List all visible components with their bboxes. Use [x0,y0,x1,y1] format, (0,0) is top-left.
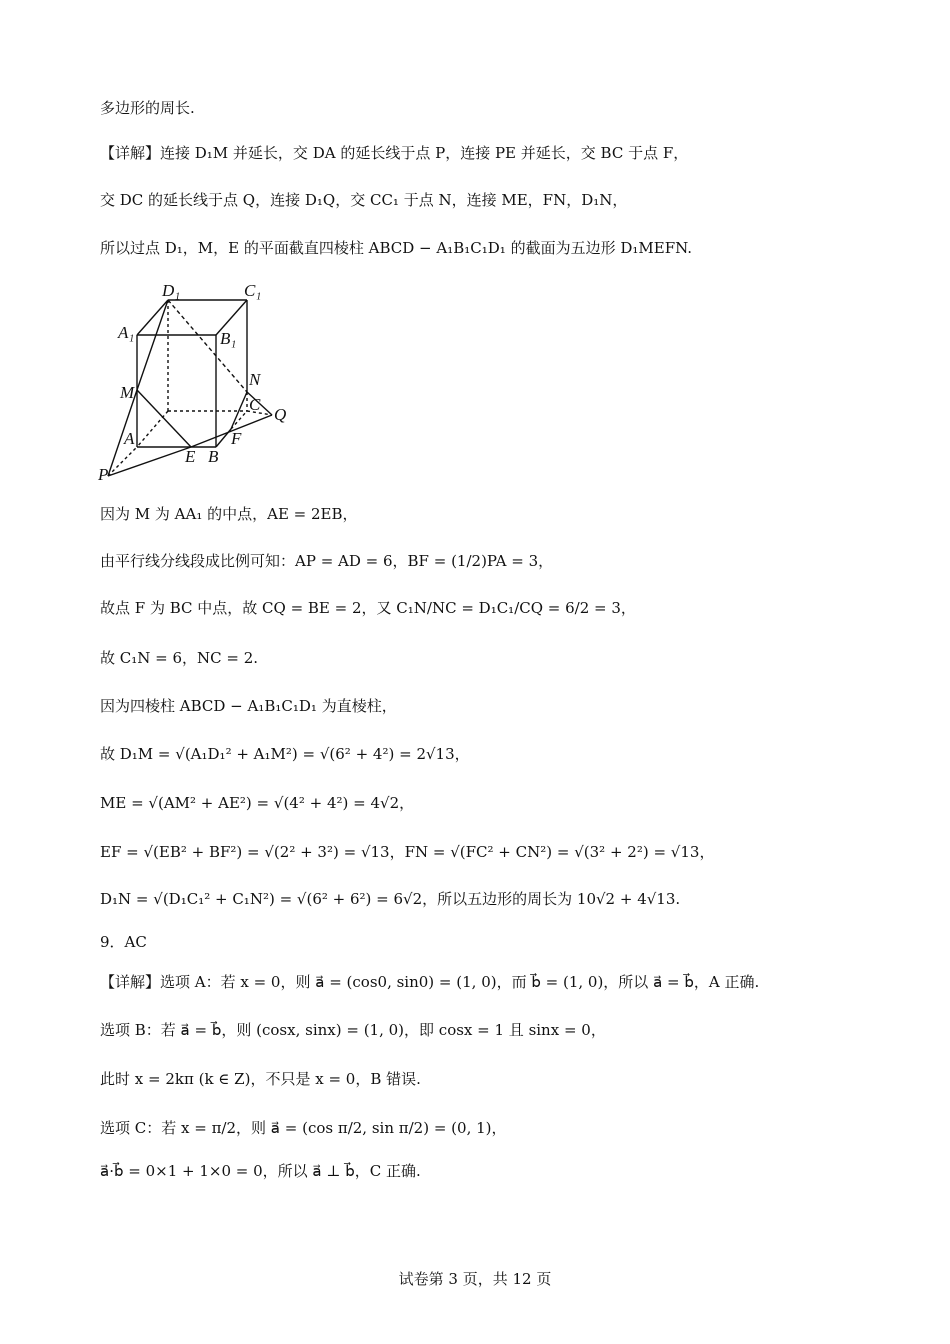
line-pe [108,447,191,476]
label-q: Q [274,405,287,424]
edge-d1a1 [137,300,168,335]
label-a: A [124,429,135,448]
line-me [137,390,191,447]
text-line-5: 因为 M 为 AA₁ 的中点，AE = 2EB， [100,505,358,523]
label-d1: D₁ [162,281,181,300]
text-line-14: 9．AC [100,933,147,951]
label-b: B [208,447,219,466]
text-line-7: 故点 F 为 BC 中点，故 CQ = BE = 2，又 C₁N/NC = D₁C₁/CQ = 6/2 = 3， [100,599,636,617]
text-line-3: 交 DC 的延长线于点 Q，连接 D₁Q，交 CC₁ 于点 N，连接 ME，FN，D₁N， [100,191,628,209]
text-line-19: a⃗·b⃗ = 0×1 + 1×0 = 0，所以 a⃗ ⊥ b⃗，C 正确. [100,1162,421,1180]
label-c: C [249,395,261,414]
text-line-8: 故 C₁N = 6，NC = 2. [100,649,259,667]
text-line-9: 因为四棱柱 ABCD − A₁B₁C₁D₁ 为直棱柱， [100,697,397,715]
label-a1: A₁ [118,323,135,342]
label-c1: C₁ [244,281,262,300]
text-line-16: 选项 B：若 a⃗ = b⃗，则 (cosx, sinx) = (1, 0)，即 cosx = 1 且 sinx = 0， [100,1021,606,1039]
text-line-10: 故 D₁M = √(A₁D₁² + A₁M²) = √(6² + 4²) = 2√13， [100,745,470,763]
page-footer: 试卷第 3 页，共 12 页 [398,1270,552,1288]
text-line-1: 多边形的周长. [100,99,195,117]
text-line-2: 【详解】连接 D₁M 并延长，交 DA 的延长线于点 P，连接 PE 并延长，交 BC 于点 F， [100,144,689,162]
text-line-15: 【详解】选项 A：若 x = 0，则 a⃗ = (cos0, sin0) = (1, 0)，而 b⃗ = (1, 0)，所以 a⃗ = b⃗，A 正确. [100,973,760,991]
text-line-13: D₁N = √(D₁C₁² + C₁N²) = √(6² + 6²) = 6√2，所以五边形的周长为 10√2 + 4√13. [100,890,681,908]
text-line-4: 所以过点 D₁，M，E 的平面截直四棱柱 ABCD − A₁B₁C₁D₁ 的截面为五边形 D₁MEFN. [100,239,693,257]
text-line-11: ME = √(AM² + AE²) = √(4² + 4²) = 4√2， [100,794,415,812]
text-line-12: EF = √(EB² + BF²) = √(2² + 3²) = √13，FN = √(FC² + CN²) = √(3² + 2²) = √13， [100,843,715,861]
edge-da [137,411,168,447]
label-n: N [249,370,261,389]
text-line-6: 由平行线分线段成比例可知：AP = AD = 6，BF = (1/2)PA = 3， [100,552,554,570]
label-m: M [120,383,135,402]
label-f: F [231,429,242,448]
text-line-17: 此时 x = 2kπ (k ∈ Z)，不只是 x = 0，B 错误. [100,1070,421,1088]
prism-figure [94,274,304,486]
label-p: P [98,465,109,484]
text-line-18: 选项 C：若 x = π/2，则 a⃗ = (cos π/2, sin π/2) = (0, 1)， [100,1119,507,1137]
label-e: E [185,447,196,466]
line-d1m [137,300,168,390]
label-b1: B₁ [220,329,237,348]
line-fn [231,392,247,429]
